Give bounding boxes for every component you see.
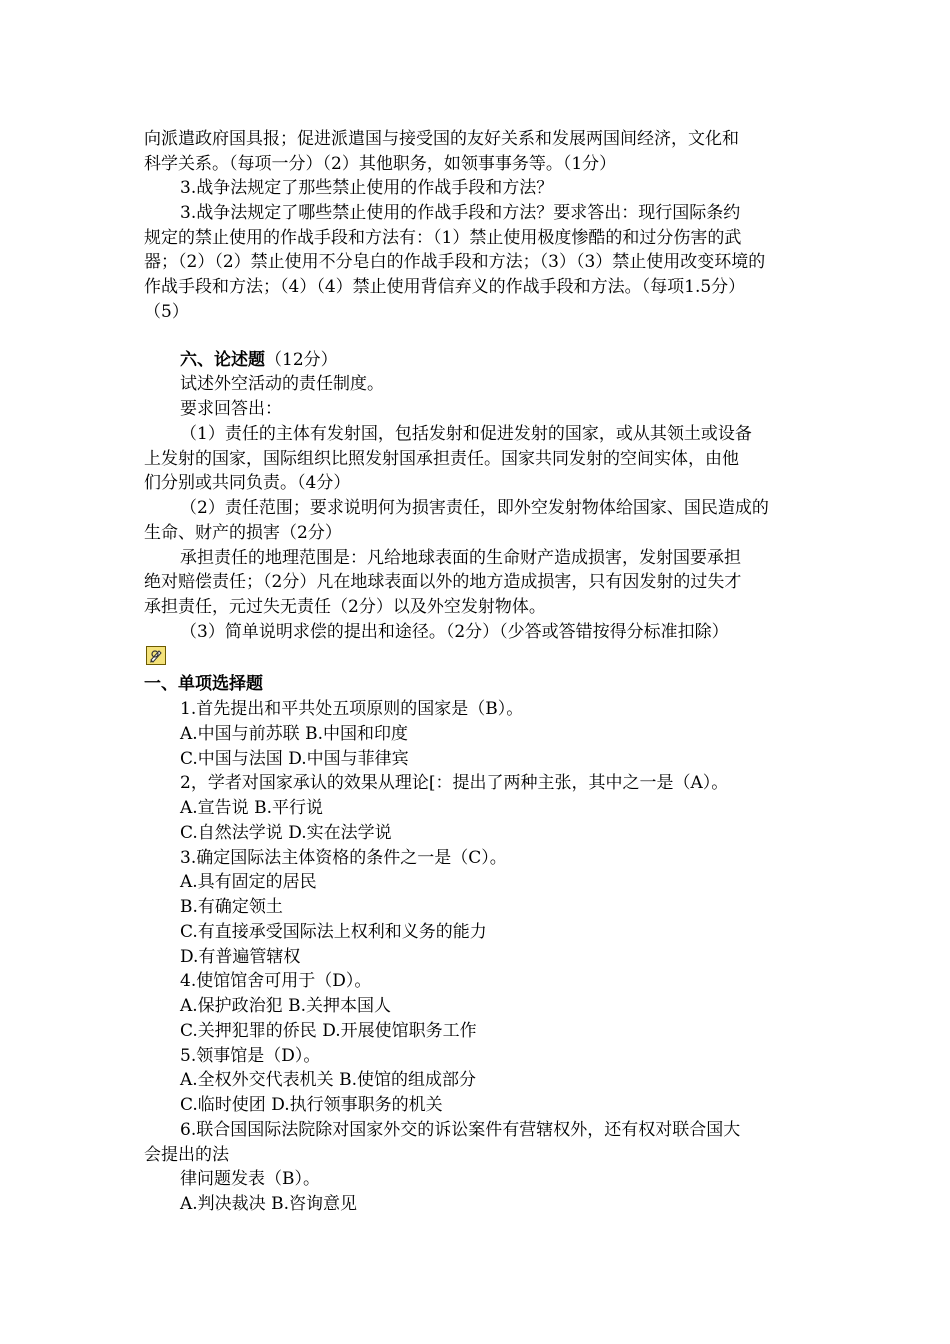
text-line: 3.战争法规定了哪些禁止使用的作战手段和方法？要求答出：现行国际条约 [180, 203, 741, 223]
section-heading: 一、单项选择题 [144, 674, 263, 694]
text-line: 上发射的国家，国际组织比照发射国承担责任。国家共同发射的空间实体，由他 [144, 449, 739, 469]
option-line: C.有直接承受国际法上权利和义务的能力 [180, 922, 487, 942]
text-line: 们分别或共同负责。（4分） [144, 473, 351, 493]
question: 3.确定国际法主体资格的条件之一是（C）。 [180, 848, 507, 868]
option-line: B.有确定领土 [180, 897, 283, 917]
text-line: 律问题发表（B）。 [180, 1169, 320, 1189]
text-line: 生命、财产的损害（2分） [144, 523, 342, 543]
question: 4.使馆馆舍可用于（D）。 [180, 971, 372, 991]
text-line: 器；（2）（2）禁止使用不分皂白的作战手段和方法；（3）（3）禁止使用改变环境的 [144, 252, 766, 272]
option-line: D.有普遍管辖权 [180, 947, 301, 967]
option-line: A.具有固定的居民 [180, 872, 317, 892]
text-line: （1）责任的主体有发射国，包括发射和促进发射的国家，或从其领土或设备 [180, 424, 752, 444]
section-heading [180, 348, 338, 373]
question: 5.领事馆是（D）。 [180, 1046, 321, 1066]
text-line: 3.战争法规定了那些禁止使用的作战手段和方法？ [180, 178, 554, 198]
option-line: C.中国与法国 D.中国与菲律宾 [180, 749, 409, 769]
option-line: A.中国与前苏联 B.中国和印度 [180, 724, 408, 744]
text-line: （3）简单说明求偿的提出和途径。（2分）（少答或答错按得分标准扣除） [180, 622, 729, 642]
option-line: C.临时使团 D.执行领事职务的机关 [180, 1095, 443, 1115]
text-line: 作战手段和方法；（4）（4）禁止使用背信弃义的作战手段和方法。（每项1.5分） [144, 277, 746, 297]
option-line: A.保护政治犯 B.关押本国人 [180, 996, 391, 1016]
text-line: 绝对赔偿责任；（2分）凡在地球表面以外的地方造成损害，只有因发射的过失才 [144, 572, 742, 592]
question: 6.联合国国际法院除对国家外交的诉讼案件有营辖权外，还有权对联合国大 [180, 1120, 741, 1140]
text-line: 要求回答出： [180, 399, 282, 419]
text-line: 向派遣政府国具报；促进派遣国与接受国的友好关系和发展两国间经济，文化和 [144, 129, 739, 149]
section-score: （12分） [265, 350, 338, 370]
text-line: 承担责任的地理范围是：凡给地球表面的生命财产造成损害，发射国要承担 [180, 548, 741, 568]
text-line: 会提出的法 [144, 1145, 229, 1165]
pencil-icon [146, 646, 166, 665]
text-line: 科学关系。（每项一分）（2）其他职务，如领事事务等。（1分） [144, 154, 617, 174]
question: 2，学者对国家承认的效果从理论[：提出了两种主张，其中之一是（A）。 [180, 773, 729, 793]
text-line: 试述外空活动的责任制度。 [180, 374, 384, 394]
option-line: A.宣告说 B.平行说 [180, 798, 323, 818]
option-line: C.关押犯罪的侨民 D.开展使馆职务工作 [180, 1021, 477, 1041]
text-line: 规定的禁止使用的作战手段和方法有：（1）禁止使用极度惨酷的和过分伤害的武 [144, 228, 742, 248]
option-line: A.判决裁决 B.咨询意见 [180, 1194, 357, 1214]
text-line: （5） [144, 302, 189, 322]
text-line: （2）责任范围；要求说明何为损害责任，即外空发射物体给国家、国民造成的 [180, 498, 769, 518]
question: 1.首先提出和平共处五项原则的国家是（B）。 [180, 699, 524, 719]
section-title: 六、论述题 [180, 350, 265, 370]
option-line: A.全权外交代表机关 B.使馆的组成部分 [180, 1070, 476, 1090]
text-line: 承担责任，元过失无责任（2分）以及外空发射物体。 [144, 597, 546, 617]
option-line: C.自然法学说 D.实在法学说 [180, 823, 392, 843]
